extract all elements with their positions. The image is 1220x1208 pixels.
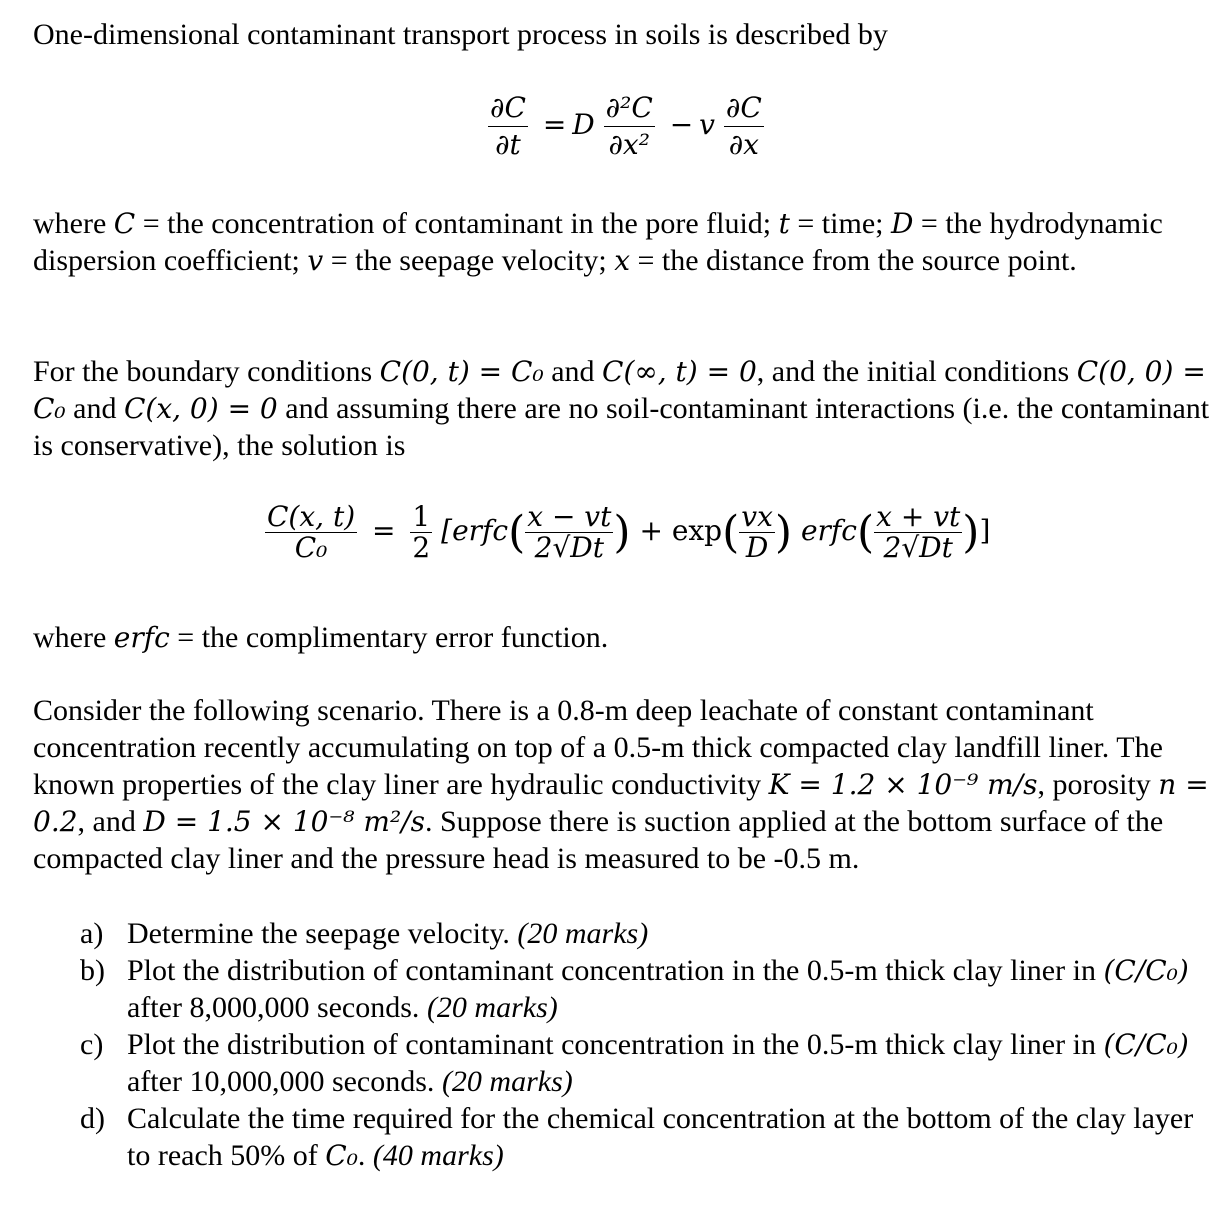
eq2-equals: = bbox=[372, 514, 396, 547]
eq1-D: D bbox=[572, 108, 595, 141]
eq2-c-den: 2√Dt bbox=[883, 531, 953, 564]
variable-definitions: where C = the concentration of contaminant in the pore fluid; t = time; D = the hydrodynamic dispersion coefficient; v = the seepage velocity; x = the distance from the source point. bbox=[33, 207, 1163, 277]
marks-label: (20 marks) bbox=[426, 991, 558, 1024]
marks-label: (20 marks) bbox=[517, 917, 649, 950]
intro-text: One-dimensional contaminant transport process in soils is described by bbox=[33, 18, 888, 51]
eq1-lhs-num: ∂C bbox=[488, 90, 528, 127]
eq2-a-den: 2√Dt bbox=[534, 531, 604, 564]
eq2-b-num: vx bbox=[741, 500, 773, 533]
eq2-half-den: 2 bbox=[412, 531, 431, 564]
eq1-v: v bbox=[699, 108, 715, 141]
eq2-c-num: x + vt bbox=[876, 500, 961, 533]
eq2-half-num: 1 bbox=[412, 500, 431, 533]
eq1-t3-den: ∂x bbox=[728, 128, 759, 161]
scenario-text: Consider the following scenario. There is a 0.8-m deep leachate of constant contaminant concentration recently accumulating on top of a 0.5-m thick compacted clay landfill liner. The known properties of the clay liner are hydraulic conductivity K = 1.2 × 10⁻⁹ m/s, porosity n = 0.2, and D = 1.5 × 10⁻⁸ m²/s. Suppose there is suction applied at the bottom surface of the compacted clay liner and the pressure head is measured to be -0.5 m. bbox=[33, 694, 1209, 875]
eq1-t2-num: ∂²C bbox=[604, 90, 655, 127]
eq2-b-den: D bbox=[745, 531, 769, 564]
eq2-lhs-num: C(x, t) bbox=[267, 500, 356, 533]
eq2-close: ] bbox=[979, 514, 991, 547]
erfc-definition: where erfc = the complimentary error function. bbox=[33, 621, 609, 654]
eq1-lhs-den: ∂t bbox=[495, 128, 521, 161]
transport-equation bbox=[488, 90, 764, 163]
solution-equation: $\frac{C(x, t)}{\text{C₀}}$ = $\frac{1}{2}$ [erfc( $\frac{x - vt}{2√Dt}$ ) + exp( $\frac{vx}{D}$ ) erfc( $\frac{x + vt}{2√Dt}$ )] bbox=[267, 500, 991, 564]
eq2-a-num: x − vt bbox=[527, 500, 612, 533]
eq2-plus-exp: + exp bbox=[639, 514, 723, 547]
eq2-erfc: erfc bbox=[800, 514, 857, 547]
eq1-t2-den: ∂x² bbox=[608, 128, 650, 161]
eq1-equals: = bbox=[542, 108, 567, 141]
eq1-t3-num: ∂C bbox=[724, 90, 764, 127]
marks-label: (40 marks) bbox=[372, 1139, 504, 1172]
eq2-open-erfc: [erfc bbox=[441, 514, 509, 547]
marks-label: (20 marks) bbox=[441, 1065, 573, 1098]
boundary-conditions: For the boundary conditions C(0, t) = C₀ and C(∞, t) = 0, and the initial conditions C(0, 0) = C₀ and C(x, 0) = 0 and assuming there are no soil-contaminant interactions (i.e. the contaminant is conservative), the solution is bbox=[33, 355, 1210, 462]
eq1-minus: − bbox=[669, 108, 694, 141]
eq2-lhs-den: C₀ bbox=[294, 531, 328, 564]
